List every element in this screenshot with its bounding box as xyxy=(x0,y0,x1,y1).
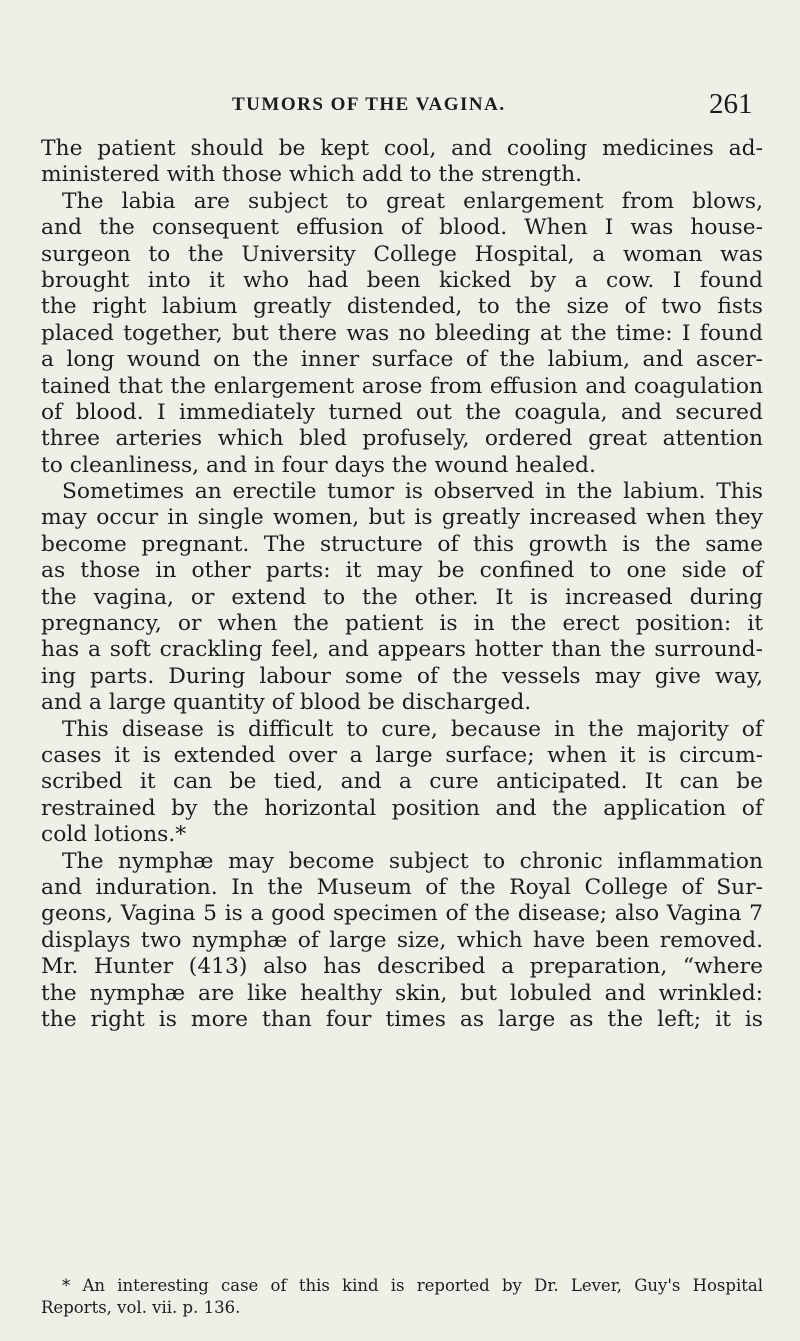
text-line: the right labium greatly distended, to the size of two fists xyxy=(41,294,763,320)
text-line: Mr. Hunter (413) also has described a preparation, “where xyxy=(41,954,763,980)
running-head-title: TUMORS OF THE VAGINA. xyxy=(232,94,506,115)
text-line: has a soft crackling feel, and appears hotter than the surround- xyxy=(41,637,763,663)
text-line: This disease is difficult to cure, because in the majority of xyxy=(62,716,763,742)
text-line: scribed it can be tied, and a cure anticipated. It can be xyxy=(41,769,763,795)
text-line: may occur in single women, but is greatly increased when they xyxy=(41,505,763,531)
footnote-line: Reports, vol. vii. p. 136. xyxy=(41,1298,241,1317)
text-line: cold lotions.* xyxy=(41,822,187,848)
text-line: displays two nymphæ of large size, which have been removed. xyxy=(41,927,763,953)
page-number: 261 xyxy=(709,88,753,120)
text-line: and the consequent effusion of blood. When I was house- xyxy=(41,215,763,241)
text-line: pregnancy, or when the patient is in the erect position: it xyxy=(41,611,763,637)
text-line: geons, Vagina 5 is a good specimen of the disease; also Vagina 7 xyxy=(41,901,763,927)
text-line: the right is more than four times as large as the left; it is xyxy=(41,1006,763,1032)
text-line: become pregnant. The structure of this growth is the same xyxy=(41,531,763,557)
text-line: three arteries which bled profusely, ordered great attention xyxy=(41,426,763,452)
text-line: restrained by the horizontal position and the application of xyxy=(41,795,763,821)
text-line: of blood. I immediately turned out the coagula, and secured xyxy=(41,399,763,425)
text-line: tained that the enlargement arose from effusion and coagulation xyxy=(41,373,763,399)
text-line: the vagina, or extend to the other. It is increased during xyxy=(41,584,763,610)
text-line: cases it is extended over a large surface; when it is circum- xyxy=(41,742,763,768)
text-line: ing parts. During labour some of the vessels may give way, xyxy=(41,663,763,689)
text-line: brought into it who had been kicked by a cow. I found xyxy=(41,267,763,293)
text-line: placed together, but there was no bleeding at the time: I found xyxy=(41,320,763,346)
text-line: The nymphæ may become subject to chronic inflammation xyxy=(62,848,763,874)
text-line: the nymphæ are like healthy skin, but lobuled and wrinkled: xyxy=(41,980,763,1006)
text-line: to cleanliness, and in four days the wound healed. xyxy=(41,452,596,478)
footnote-line: * An interesting case of this kind is reported by Dr. Lever, Guy's Hospital xyxy=(62,1276,763,1295)
text-line: and a large quantity of blood be discharged. xyxy=(41,690,532,716)
text-line: Sometimes an erectile tumor is observed in the labium. This xyxy=(62,479,763,505)
text-line: The labia are subject to great enlargement from blows, xyxy=(62,188,763,214)
text-line: as those in other parts: it may be confined to one side of xyxy=(41,558,763,584)
text-line: a long wound on the inner surface of the labium, and ascer- xyxy=(41,347,763,373)
text-line: and induration. In the Museum of the Royal College of Sur- xyxy=(41,874,763,900)
text-line: surgeon to the University College Hospital, a woman was xyxy=(41,241,763,267)
running-head xyxy=(0,88,800,134)
footnote xyxy=(41,1275,763,1319)
body-text xyxy=(41,136,763,1033)
text-line: The patient should be kept cool, and cooling medicines ad- xyxy=(41,136,763,161)
text-line: ministered with those which add to the strength. xyxy=(41,162,583,188)
